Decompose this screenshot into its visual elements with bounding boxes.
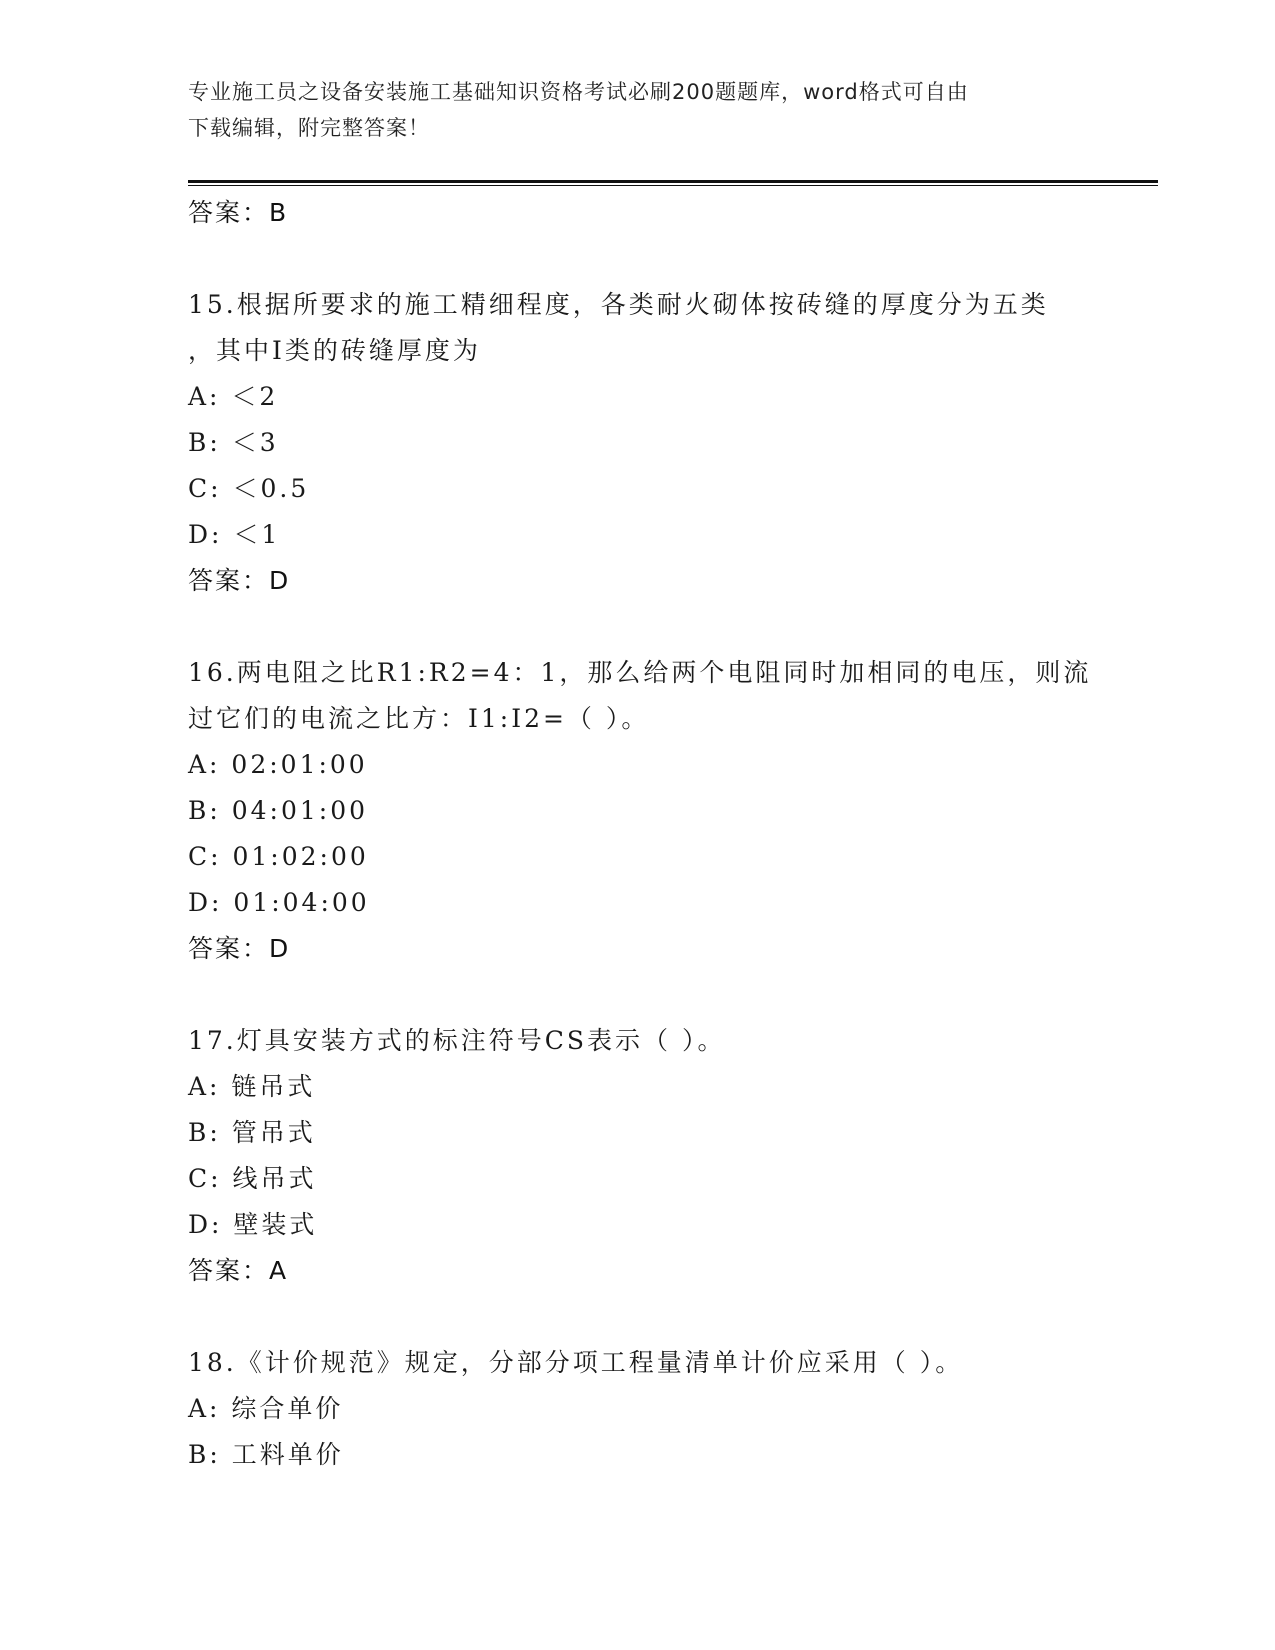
option-a: A: 综合单价 (188, 1394, 344, 1423)
question-text: 16.两电阻之比R1:R2=4：1，那么给两个电阻同时加相同的电压，则流 (188, 658, 1092, 687)
spacer (188, 604, 1118, 650)
question-text: 15.根据所要求的施工精细程度，各类耐火砌体按砖缝的厚度分为五类 (188, 290, 1049, 319)
header-line-2: 下载编辑，附完整答案！ (188, 116, 430, 140)
spacer (188, 1294, 1118, 1340)
question-15 (188, 282, 1118, 604)
spacer (188, 236, 1118, 282)
option-b: B: ＜3 (188, 428, 279, 457)
header-line-1: 专业施工员之设备安装施工基础知识资格考试必刷200题题库，word格式可自由 (188, 80, 969, 104)
option-b: B: 04:01:00 (188, 796, 369, 825)
option-a: A: 链吊式 (188, 1072, 316, 1101)
option-a: A: 02:01:00 (188, 750, 368, 779)
question-17 (188, 1018, 1118, 1294)
document-body (188, 190, 1118, 1478)
option-d: D: ＜1 (188, 520, 281, 549)
document-header (188, 74, 1088, 146)
question-16 (188, 650, 1118, 972)
option-d: D: 01:04:00 (188, 888, 370, 917)
answer: 答案：D (188, 566, 291, 595)
answer: 答案：D (188, 934, 291, 963)
question-text: 17.灯具安装方式的标注符号CS表示（ ）。 (188, 1026, 726, 1055)
question-text: 18.《计价规范》规定，分部分项工程量清单计价应采用（ ）。 (188, 1348, 964, 1377)
option-c: C: 01:02:00 (188, 842, 369, 871)
header-rule-thin (188, 185, 1158, 186)
option-d: D: 壁装式 (188, 1210, 318, 1239)
option-b: B: 管吊式 (188, 1118, 316, 1147)
option-c: C: ＜0.5 (188, 474, 310, 503)
question-text-cont: ，其中Ⅰ类的砖缝厚度为 (188, 336, 481, 365)
option-b: B: 工料单价 (188, 1440, 344, 1469)
answer: 答案：A (188, 1256, 289, 1285)
option-a: A: ＜2 (188, 382, 279, 411)
question-text-cont: 过它们的电流之比方：I1:I2=（ ）。 (188, 704, 650, 733)
question-18 (188, 1340, 1118, 1478)
previous-answer: 答案：B (188, 198, 289, 227)
option-c: C: 线吊式 (188, 1164, 317, 1193)
header-rule-thick (188, 180, 1158, 183)
spacer (188, 972, 1118, 1018)
